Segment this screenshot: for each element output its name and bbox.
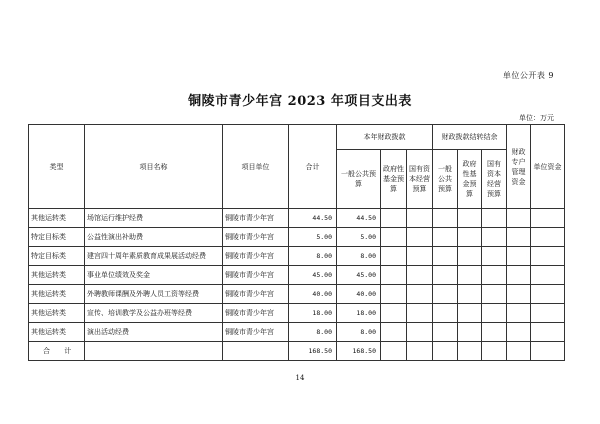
- cell-category: 其他运转类: [29, 209, 85, 228]
- table-row: [29, 228, 565, 247]
- cell-project-unit: 铜陵市青少年宫: [223, 247, 289, 266]
- header-project-unit: 项目单位: [223, 125, 289, 209]
- cell-project-name: 外聘教师课酬及外聘人员工资等经费: [85, 285, 223, 304]
- cell-project-unit: 铜陵市青少年宫: [223, 209, 289, 228]
- header-state-capital-budget: 国有资本经营预算: [407, 150, 433, 209]
- cell-total: 18.00: [289, 304, 337, 323]
- cell-project-name: 演出活动经费: [85, 323, 223, 342]
- table-row: [29, 247, 565, 266]
- cell-general-public: 45.00: [337, 266, 381, 285]
- cell-project-name: 公益性演出补助费: [85, 228, 223, 247]
- page-title: 铜陵市青少年宫 2023 年项目支出表: [188, 94, 412, 109]
- cell-project-name: 场馆运行维护经费: [85, 209, 223, 228]
- cell-project-name: 事业单位绩效及奖金: [85, 266, 223, 285]
- table-row: [29, 266, 565, 285]
- header-category: 类型: [29, 125, 85, 209]
- total-label: 合 计: [29, 342, 85, 361]
- table-row: [29, 285, 565, 304]
- header-general-public-budget: 一般公共预算: [337, 150, 381, 209]
- header-carryover: 财政拨款结转结余: [433, 125, 507, 150]
- cell-general-public: 18.00: [337, 304, 381, 323]
- header-carryover-general-public: 一般公共预算: [433, 150, 458, 209]
- cell-category: 特定目标类: [29, 247, 85, 266]
- header-carryover-state-capital: 国有资本经营预算: [482, 150, 507, 209]
- header-total: 合计: [289, 125, 337, 209]
- cell-total: 8.00: [289, 247, 337, 266]
- cell-general-public: 8.00: [337, 247, 381, 266]
- cell-category: 其他运转类: [29, 304, 85, 323]
- cell-project-unit: 铜陵市青少年宫: [223, 228, 289, 247]
- table-row: [29, 209, 565, 228]
- cell-category: 其他运转类: [29, 285, 85, 304]
- cell-general-public: 8.00: [337, 323, 381, 342]
- header-gov-fund-budget: 政府性基金预算: [381, 150, 407, 209]
- cell-total: 8.00: [289, 323, 337, 342]
- total-amount: 168.50: [289, 342, 337, 361]
- cell-category: 特定目标类: [29, 228, 85, 247]
- cell-general-public: 5.00: [337, 228, 381, 247]
- cell-total: 5.00: [289, 228, 337, 247]
- cell-general-public: 40.00: [337, 285, 381, 304]
- cell-project-unit: 铜陵市青少年宫: [223, 323, 289, 342]
- cell-category: 其他运转类: [29, 323, 85, 342]
- document-label: 单位公开表 9: [502, 71, 554, 80]
- cell-category: 其他运转类: [29, 266, 85, 285]
- cell-general-public: 44.50: [337, 209, 381, 228]
- table-row: [29, 323, 565, 342]
- cell-total: 40.00: [289, 285, 337, 304]
- table-row: [29, 304, 565, 323]
- header-project-name: 项目名称: [85, 125, 223, 209]
- header-unit-funds: 单位资金: [531, 125, 565, 209]
- cell-total: 45.00: [289, 266, 337, 285]
- cell-total: 44.50: [289, 209, 337, 228]
- header-current-year-allocation: 本年财政拨款: [337, 125, 433, 150]
- cell-project-unit: 铜陵市青少年宫: [223, 304, 289, 323]
- cell-project-name: 宣传、培训教学及公益办班等经费: [85, 304, 223, 323]
- page-number: 14: [295, 374, 305, 382]
- unit-note: 单位：万元: [519, 114, 554, 122]
- header-carryover-gov-fund: 政府性基金预算: [458, 150, 482, 209]
- cell-project-unit: 铜陵市青少年宫: [223, 266, 289, 285]
- total-general-public: 168.50: [337, 342, 381, 361]
- total-row: [29, 342, 565, 361]
- header-fiscal-special-account: 财政专户管理资金: [507, 125, 531, 209]
- cell-project-unit: 铜陵市青少年宫: [223, 285, 289, 304]
- cell-project-name: 建宫四十周年素质教育成果展活动经费: [85, 247, 223, 266]
- project-expenditure-table: [28, 124, 565, 361]
